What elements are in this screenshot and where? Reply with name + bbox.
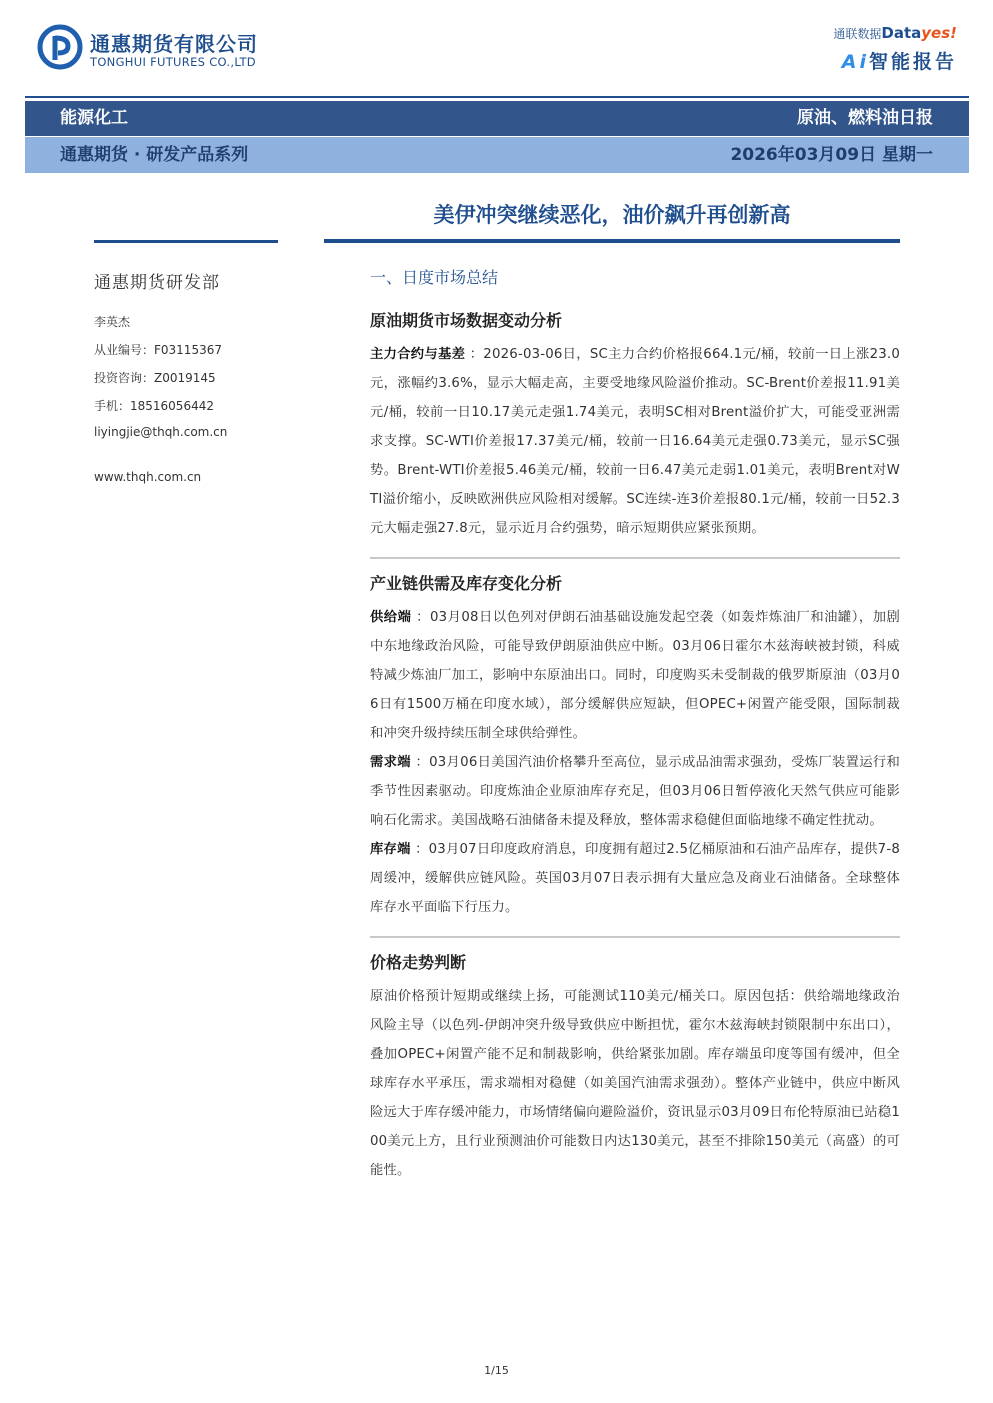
sidebar-rule [94,240,278,243]
paragraph-text: ：2026-03-06日，SC主力合约价格报664.1元/桶，较前一日上涨23.0元，涨幅约3.6%，显示大幅走高，主要受地缘风险溢价推动。SC-Brent价差报11.91美元/桶，较前一日10.17美元走强1.74美元，表明SC相对Brent溢价扩大，可能受亚洲需求支撑。SC-WTI价差报17.37美元/桶，较前一日16.64美元走强0.73美元，显示SC强势。Brent-WTI价差报5.46美元/桶，较前一日6.47美元走弱1.01美元，表明Brent对WTI溢价缩小，反映欧洲供应风险相对缓解。SC连续-连3价差报80.1元/桶，较前一日52.3元大幅走强27.8元，显示近月合约强势，暗示短期供应紧张预期。 [370,347,901,536]
paragraph-label: 库存端 [370,842,411,857]
series-bar [25,137,969,173]
page-number: 1/15 [484,1364,509,1377]
department-name: 通惠期货研发部 [94,273,220,293]
paragraph-text: ：03月06日美国汽油价格攀升至高位，显示成品油需求强劲，受炼厂装置运行和季节性因素驱动。印度炼油企业原油库存充足，但03月06日暂停液化天然气供应可能影响石化需求。美国战略石油储备未提及释放，整体需求稳健但面临地缘不确定性扰动。 [370,755,900,828]
paragraph-text: ：03月07日印度政府消息，印度拥有超过2.5亿桶原油和石油产品库存，提供7-8周缓冲，缓解供应链风险。英国03月07日表示拥有大量应急及商业石油储备。全球整体库存水平面临下行压力。 [370,842,900,915]
paragraph-supply [370,603,900,748]
email-link[interactable]: liyingjie@thqh.com.cn [94,425,228,439]
brand-yes: yes! [921,24,957,42]
consulting-number: 投资咨询：Z0019145 [94,371,216,385]
report-title: 美伊冲突继续恶化，油价飙升再创新高 [433,203,791,227]
ai-icon: Ai [841,51,869,73]
analyst-name: 李英杰 [94,315,131,329]
datayes-brand [833,24,957,42]
section-divider [370,936,900,938]
company-name-cn: 通惠期货有限公司 [90,32,258,56]
category-bar [25,101,969,136]
website-link[interactable]: www.thqh.com.cn [94,470,202,484]
paragraph-inventory [370,835,900,922]
section-divider [370,557,900,559]
report-body [370,266,900,1185]
paragraph-label: 需求端 [370,755,411,770]
ai-report-text: 智能报告 [868,51,957,73]
section-heading: 一、日度市场总结 [370,268,499,287]
subsection-heading-price-trend: 价格走势判断 [370,953,467,972]
brand-data: Data [881,24,922,42]
header-rule [25,96,969,98]
report-type-label: 原油、燃料油日报 [797,108,933,128]
paragraph-demand [370,748,900,835]
category-label: 能源化工 [60,108,128,128]
paragraph-label: 主力合约与基差 [370,347,466,362]
subsection-heading-futures: 原油期货市场数据变动分析 [370,311,563,330]
license-number: 从业编号：F03115367 [94,343,222,357]
paragraph-price-trend: 原油价格预计短期或继续上扬，可能测试110美元/桶关口。原因包括：供给端地缘政治风险主导（以色列-伊朗冲突升级导致供应中断担忧，霍尔木兹海峡封锁限制中东出口），叠加OPEC+闲置产能不足和制裁影响，供给紧张加剧。库存端虽印度等国有缓冲，但全球库存水平承压，需求端相对稳健（如美国汽油需求强劲）。整体产业链中，供应中断风险远大于库存缓冲能力，市场情绪偏向避险溢价，资讯显示03月09日布伦特原油已站稳100美元上方，且行业预测油价可能数日内达130美元，甚至不排除150美元（高盛）的可能性。 [370,989,900,1178]
title-rule [324,239,900,243]
company-logo-icon [37,24,83,70]
report-date: 2026年03月09日 星期一 [730,145,933,165]
series-label: 通惠期货 · 研发产品系列 [60,145,249,165]
phone-number: 手机：18516056442 [94,399,214,413]
subsection-heading-supply-chain: 产业链供需及库存变化分析 [370,574,563,593]
paragraph-text: ：03月08日以色列对伊朗石油基础设施发起空袭（如轰炸炼油厂和油罐），加剧中东地缘政治风险，可能导致伊朗原油供应中断。03月06日霍尔木兹海峡被封锁，科威特减少炼油厂加工，影响中东原油出口。同时，印度购买未受制裁的俄罗斯原油（03月06日有1500万桶在印度水域），部分缓解供应短缺，但OPEC+闲置产能受限，国际制裁和冲突升级持续压制全球供给弹性。 [370,610,900,741]
brand-prefix: 通联数据 [833,27,882,41]
paragraph-label: 供给端 [370,610,412,625]
paragraph-contract-basis [370,340,900,543]
company-name-en: TONGHUI FUTURES CO.,LTD [90,55,256,69]
ai-report-label [842,47,957,74]
